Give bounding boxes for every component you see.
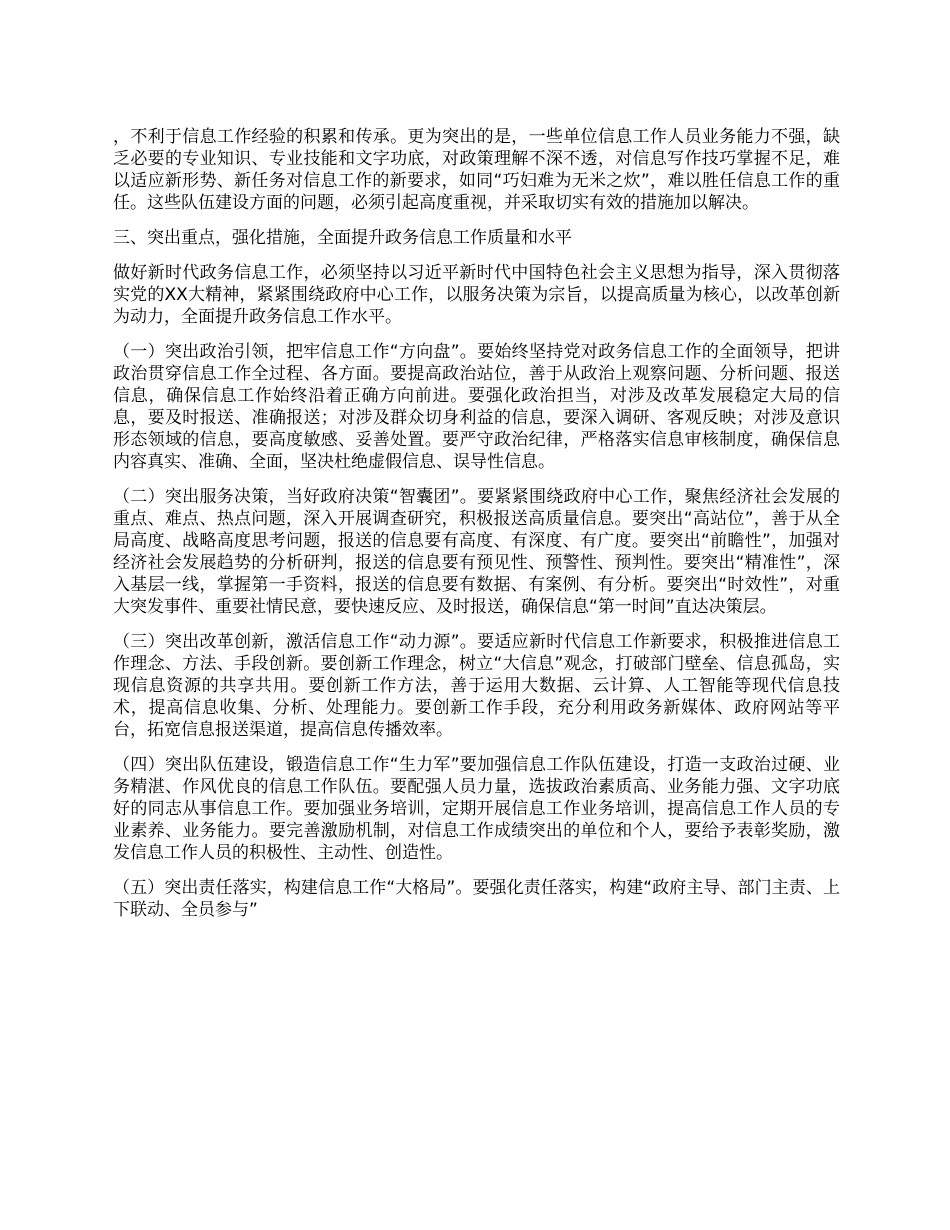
document-body <box>113 126 840 934</box>
paragraph-team-problems: ，不利于信息工作经验的积累和传承。更为突出的是，一些单位信息工作人员业务能力不强，缺乏必要的专业知识、专业技能和文字功底，对政策理解不深不透，对信息写作技巧掌握不足，难以适应新形势、新任务对信息工作的新要求，如同“巧妇难为无米之炊”，难以胜任信息工作的重任。这些队伍建设方面的问题，必须引起高度重视，并采取切实有效的措施加以解决。 <box>113 127 840 213</box>
paragraph-responsibility: （五）突出责任落实，构建信息工作“大格局”。要强化责任落实，构建“政府主导、部门主责、上下联动、全员参与” <box>113 878 840 920</box>
paragraph-intro: 做好新时代政务信息工作，必须坚持以习近平新时代中国特色社会主义思想为指导，深入贯彻落实党的XX大精神，紧紧围绕政府中心工作，以服务决策为宗旨，以提高质量为核心，以改革创新为动力，全面提升政务信息工作水平。 <box>113 263 840 327</box>
section-heading-three: 三、突出重点，强化措施，全面提升政务信息工作质量和水平 <box>113 228 572 248</box>
paragraph-reform-innovation: （三）突出改革创新，激活信息工作“动力源”。要适应新时代信息工作新要求，积极推进信息工作理念、方法、手段创新。要创新工作理念，树立“大信息”观念，打破部门壁垒、信息孤岛，实现信息资源的共享共用。要创新工作方法，善于运用大数据、云计算、人工智能等现代信息技术，提高信息收集、分析、处理能力。要创新工作手段，充分利用政务新媒体、政府网站等平台，拓宽信息报送渠道，提高信息传播效率。 <box>113 632 840 740</box>
paragraph-political-guidance: （一）突出政治引领，把牢信息工作“方向盘”。要始终坚持党对政务信息工作的全面领导，把讲政治贯穿信息工作全过程、各方面。要提高政治站位，善于从政治上观察问题、分析问题、报送信息，确保信息工作始终沿着正确方向前进。要强化政治担当，对涉及改革发展稳定大局的信息，要及时报送、准确报送；对涉及群众切身利益的信息，要深入调研、客观反映；对涉及意识形态领域的信息，要高度敏感、妥善处置。要严守政治纪律，严格落实信息审核制度，确保信息内容真实、准确、全面，坚决杜绝虚假信息、误导性信息。 <box>113 342 840 472</box>
paragraph-decision-service: （二）突出服务决策，当好政府决策“智囊团”。要紧紧围绕政府中心工作，聚焦经济社会发展的重点、难点、热点问题，深入开展调查研究，积极报送高质量信息。要突出“高站位”，善于从全局高度、战略高度思考问题，报送的信息要有高度、有深度、有广度。要突出“前瞻性”，加强对经济社会发展趋势的分析研判，报送的信息要有预见性、预警性、预判性。要突出“精准性”，深入基层一线，掌握第一手资料，报送的信息要有数据、有案例、有分析。要突出“时效性”，对重大突发事件、重要社情民意，要快速反应、及时报送，确保信息“第一时间”直达决策层。 <box>113 487 840 617</box>
paragraph-team-building: （四）突出队伍建设，锻造信息工作“生力军”要加强信息工作队伍建设，打造一支政治过硬、业务精湛、作风优良的信息工作队伍。要配强人员力量，选拔政治素质高、业务能力强、文字功底好的同志从事信息工作。要加强业务培训，定期开展信息工作业务培训，提高信息工作人员的专业素养、业务能力。要完善激励机制，对信息工作成绩突出的单位和个人，要给予表彰奖励，激发信息工作人员的积极性、主动性、创造性。 <box>113 755 840 863</box>
